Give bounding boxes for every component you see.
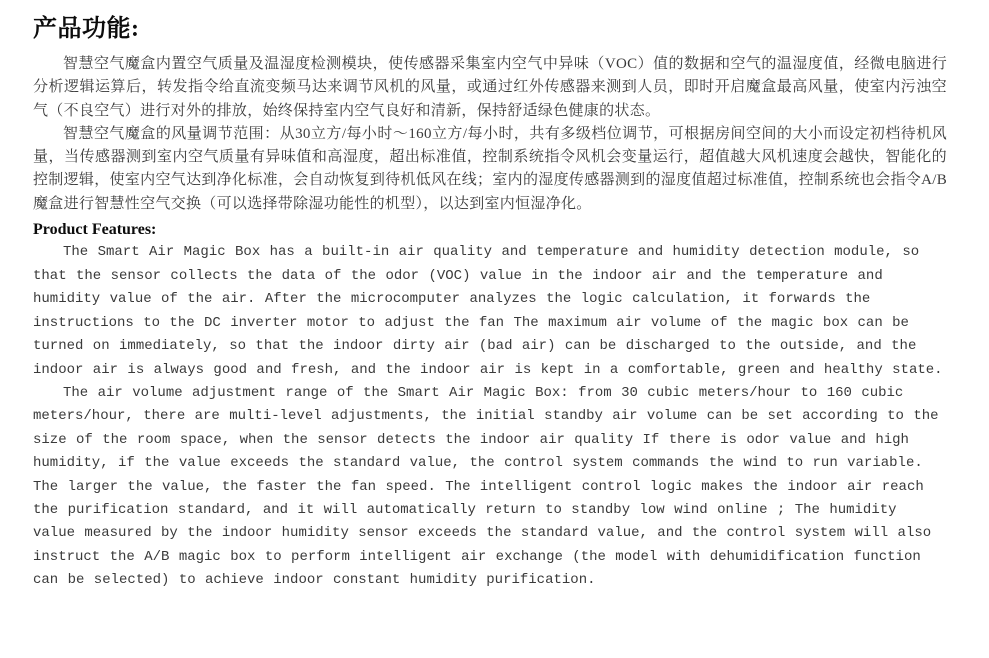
section-title-zh: 产品功能:	[33, 16, 140, 42]
paragraph-zh-1: 智慧空气魔盒内置空气质量及温湿度检测模块，使传感器采集室内空气中异味（VOC）值的数据和空气的温湿度值，经微电脑进行分析逻辑运算后，转发指令给直流变频马达来调节风机的风量，或通过红外传感器来测到人员，即时开启魔盒最高风量，使室内污浊空气（不良空气）进行对外的排放，始终保持室内空气良好和清新，保持舒适绿色健康的状态。	[33, 56, 947, 119]
section-title-en: Product Features:	[33, 221, 157, 239]
paragraph-zh-2: 智慧空气魔盒的风量调节范围：从30立方/每小时～160立方/每小时，共有多级档位调节，可根据房间空间的大小而设定初档待机风量，当传感器测到室内空气质量有异味值和高湿度，超出标准值，控制系统指令风机会变量运行，超值越大风机速度会越快，智能化的控制逻辑，使室内空气达到净化标准，会自动恢复到待机低风在线；室内的湿度传感器测到的湿度值超过标准值，控制系统也会指令A/B魔盒进行智慧性空气交换（可以选择带除湿功能性的机型），以达到室内恒湿净化。	[33, 125, 947, 212]
paragraph-en-2: The air volume adjustment range of the Smart Air Magic Box: from 30 cubic meters/hour to 160 cubic meters/hour, there are multi-level adjustments, the initial standby air volume can be set according to the size of the room space, when the sensor detects the indoor air quality If there is odor value and high humidity, if the value exceeds the standard value, the control system commands the wind to run variable. The larger the value, the faster the fan speed. The intelligent control logic makes the indoor air reach the purification standard, and it will automatically return to standby low wind online ; The humidity value measured by the indoor humidity sensor exceeds the standard value, and the control system will also instruct the A/B magic box to perform intelligent air exchange (the model with dehumidification function can be selected) to achieve indoor constant humidity purification.	[33, 384, 939, 589]
paragraph-en-1: The Smart Air Magic Box has a built-in air quality and temperature and humidity detection module, so that the sensor collects the data of the odor (VOC) value in the indoor air and the temperature and humidity value of the air. After the microcomputer analyzes the logic calculation, it forwards the instructions to the DC inverter motor to adjust the fan The maximum air volume of the magic box can be turned on immediately, so that the indoor dirty air (bad air) can be discharged to the outside, and the indoor air is always good and fresh, and the indoor air is kept in a comfortable, green and healthy state.	[33, 244, 943, 378]
